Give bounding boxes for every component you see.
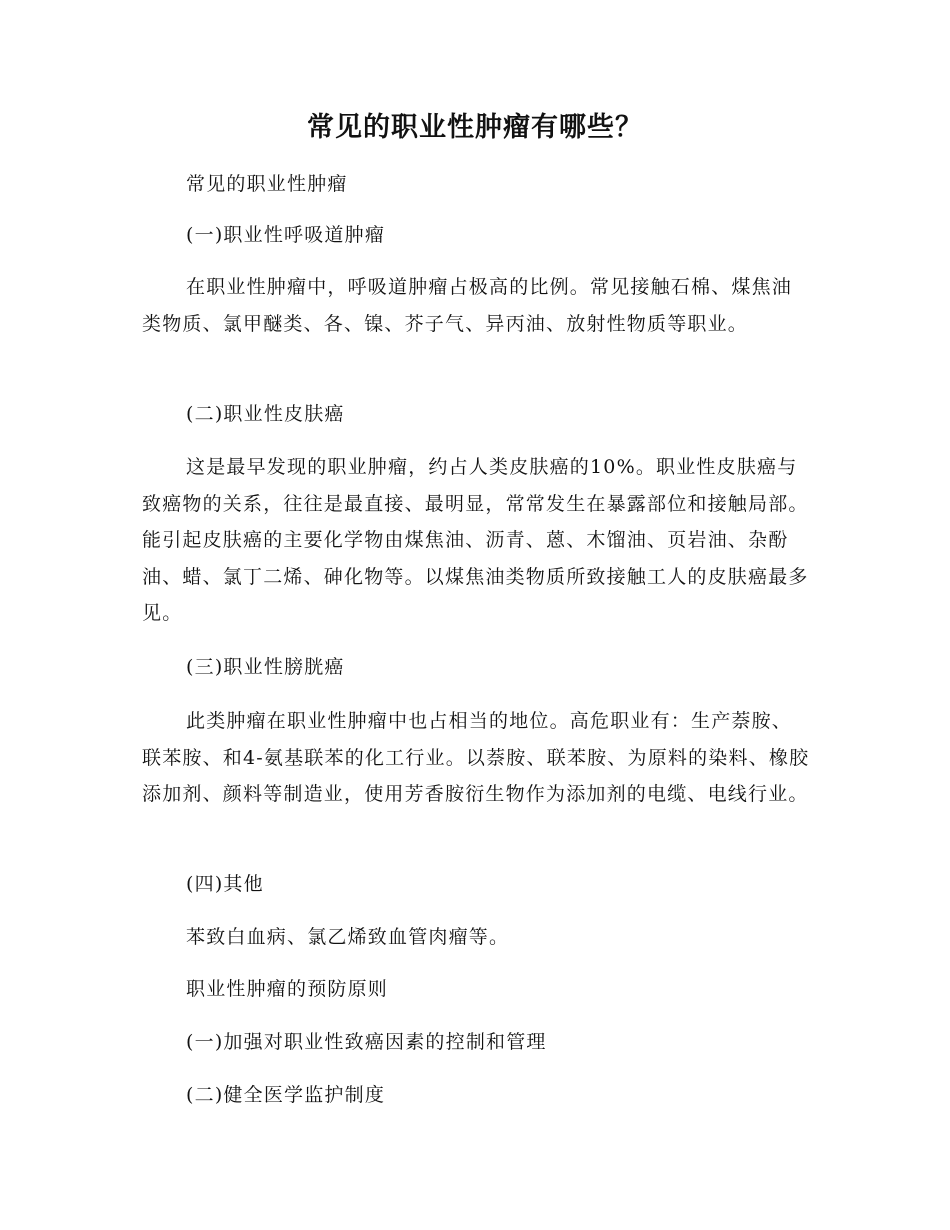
paragraph-respiratory: 在职业性肿瘤中，呼吸道肿瘤占极高的比例。常见接触石棉、煤焦油类物质、氯甲醚类、各、镍、芥子气、异丙油、放射性物质等职业。: [142, 276, 793, 335]
paragraph-intro-heading: 常见的职业性肿瘤: [186, 173, 348, 195]
prevention-item-2: (二)健全医学监护制度: [186, 1084, 386, 1106]
paragraph-skin: 这是最早发现的职业肿瘤，约占人类皮肤癌的10%。职业性皮肤癌与致癌物的关系，往往是最直接、最明显，常常发生在暴露部位和接触局部。能引起皮肤癌的主要化学物由煤焦油、沥青、蒽、木馏油、页岩油、杂酚油、蜡、氯丁二烯、砷化物等。以煤焦油类物质所致接触工人的皮肤癌最多见。: [142, 456, 809, 624]
paragraph-other: 苯致白血病、氯乙烯致血管肉瘤等。: [186, 926, 510, 948]
section-heading-bladder: (三)职业性膀胱癌: [186, 656, 345, 678]
prevention-item-1: (一)加强对职业性致癌因素的控制和管理: [186, 1031, 547, 1053]
section-heading-respiratory: (一)职业性呼吸道肿瘤: [186, 224, 386, 246]
paragraph-bladder: 此类肿瘤在职业性肿瘤中也占相当的地位。高危职业有：生产萘胺、联苯胺、和4-氨基联苯的化工行业。以萘胺、联苯胺、为原料的染料、橡胶添加剂、颜料等制造业，使用芳香胺衍生物作为添加剂的电缆、电线行业。: [142, 710, 810, 805]
section-heading-other: (四)其他: [186, 873, 264, 895]
section-heading-prevention: 职业性肿瘤的预防原则: [186, 978, 389, 1000]
section-heading-skin: (二)职业性皮肤癌: [186, 403, 345, 425]
document-title: 常见的职业性肿瘤有哪些？: [307, 112, 643, 143]
